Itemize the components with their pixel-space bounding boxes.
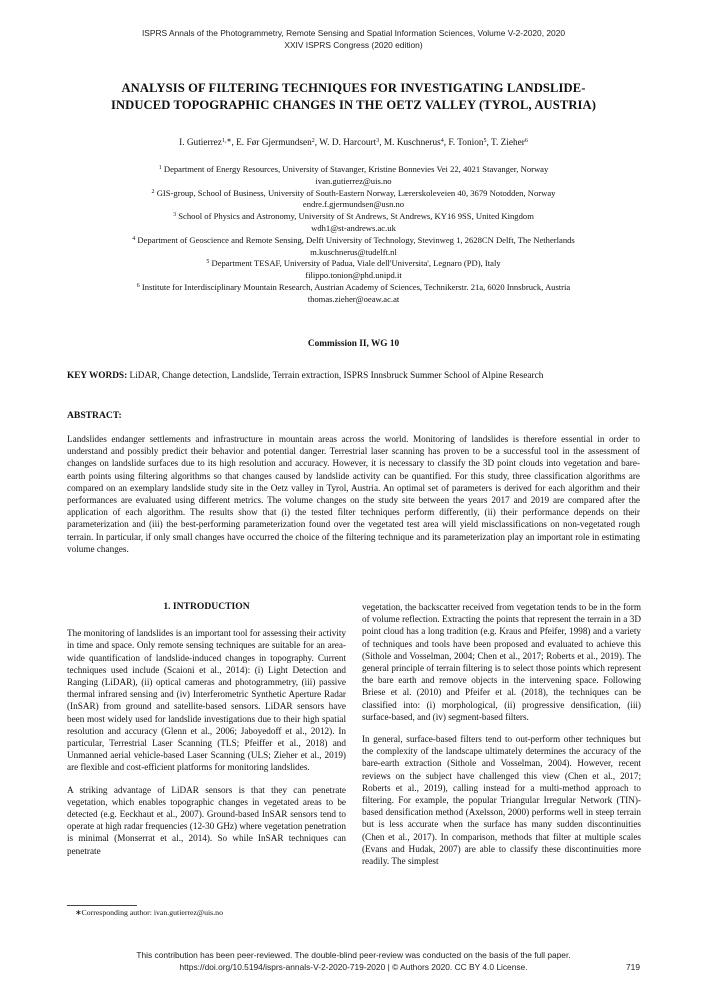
affiliation-email[interactable]: wdh1@st-andrews.ac.uk	[311, 222, 396, 233]
affiliation: $^4$ Department of Geoscience and Remote Sensing, Delft University of Technology, Stevinweg 1, 2628CN Delft, The Netherlands m.kuschnerus@tudelft.nl	[132, 234, 575, 257]
paper-title	[40, 80, 667, 114]
author: M. Kuschnerus$^4$,	[383, 138, 449, 148]
affiliation: $^2$ GIS-group, School of Business, University of South-Eastern Norway, Lærerskoleveien 40, 3679 Notodden, Norway endre.f.gjermundsen@usn.no	[151, 187, 556, 210]
author-list	[0, 138, 707, 148]
affiliation-email[interactable]: m.kuschnerus@tudelft.nl	[310, 246, 397, 257]
right-column	[362, 601, 641, 877]
abstract-text: Landslides endanger settlements and infrastructure in mountain areas across the world. Monitoring of landslides is therefore essential in order to understand and possibly predict their behavior and potential danger. Terrestrial laser scanning has proven to be a successful tool in the assessment of changes on landslide surfaces due to its high resolution and accuracy. However, it is necessary to classify the 3D point clouds into vegetation and bare-earth points using filtering algorithms so that changes caused by landslide activity can be quantified. For this study, three classification algorithms are compared on an exemplary landslide study site in the Oetz valley in Tyrol, Austria. An optimal set of parameters is derived for each algorithm and their performances are evaluated using different metrics. The volume changes on the study site between the years 2017 and 2019 are compared after the application of each algorithm. The results show that (i) the tested filter techniques perform differently, (ii) their performance depends on their parameterization and (iii) the best-performing parameterization found over the vegetated test area will yield misclassifications on non-vegetated rough terrain. In particular, if only small changes have occurred the choice of the filtering technique and its parameterization play an important role in estimating volume changes.	[67, 434, 640, 554]
affiliation: $^5$ Department TESAF, University of Padua, Viale dell'Universita', Legnaro (PD), Italy filippo.tonion@phd.unipd.it	[206, 258, 501, 281]
abstract-heading: ABSTRACT:	[67, 410, 122, 421]
affiliation: $^6$ Institute for Interdisciplinary Mountain Research, Austrian Academy of Sciences, Technikerstr. 21a, 6020 Innsbruck, Austria thomas.zieher@oeaw.ac.at	[136, 281, 571, 304]
section-heading-introduction: 1. INTRODUCTION	[163, 601, 250, 612]
keywords-text: LiDAR, Change detection, Landslide, Terrain extraction, ISPRS Innsbruck Summer School of Alpine Research	[129, 371, 544, 381]
affiliation: $^3$ School of Physics and Astronomy, University of St Andrews, St Andrews, KY16 9SS, United Kingdom wdh1@st-andrews.ac.uk	[173, 211, 534, 233]
author: F. Tonion$^5$,	[448, 138, 491, 148]
left-column	[67, 601, 346, 867]
journal-header-line-1: ISPRS Annals of the Photogrammetry, Remote Sensing and Spatial Information Sciences, Volume V-2-2020, 2020	[141, 28, 566, 38]
affiliation: $^1$ Department of Energy Resources, University of Stavanger, Kristine Bonnevies Vei 22, 4021 Stavanger, Norway ivan.gutierrez@uis.no	[158, 164, 549, 186]
title-line-2: INDUCED TOPOGRAPHIC CHANGES IN THE OETZ VALLEY (TYROL, AUSTRIA)	[110, 98, 597, 112]
author: I. Gutierrez$^{1,∗}$,	[179, 138, 237, 148]
affiliation-email[interactable]: ivan.gutierrez@uis.no	[315, 175, 392, 186]
journal-header-line-2: XXIV ISPRS Congress (2020 edition)	[284, 40, 423, 50]
affiliation-email[interactable]: filippo.tonion@phd.unipd.it	[305, 270, 402, 281]
footnote-rule	[67, 905, 137, 906]
footnote: ∗Corresponding author: ivan.gutierrez@uis.no	[75, 908, 223, 917]
page-number: 719	[626, 962, 640, 972]
author: W. D. Harcourt$^3$,	[319, 138, 384, 148]
footer-review-note: This contribution has been peer-reviewed. The double-blind peer-review was conducted on the basis of the full paper.	[136, 950, 571, 960]
commission-label: Commission II, WG 10	[307, 339, 400, 349]
keywords	[67, 371, 640, 381]
keywords-label: KEY WORDS:	[67, 371, 128, 381]
paragraph: A striking advantage of LiDAR sensors is that they can penetrate vegetation, which enables topographic changes in vegetated areas to be detected (e.g. Eeckhaut et al., 2007). Ground-based InSAR sensors tend to operate at high radar frequencies (12-30 GHz) where vegetation penetration is minimal (Monserrat et al., 2014). So while InSAR techniques can penetrate	[67, 784, 346, 856]
affiliation-email[interactable]: thomas.zieher@oeaw.ac.at	[307, 293, 400, 304]
paragraph: vegetation, the backscatter received from vegetation tends to be in the form of volume reflection. Extracting the points that represent the terrain in a 3D point cloud has a long tradition (e.g. Kraus and Pfeifer, 1998) and a variety of techniques and tools have been proposed and evaluated to achieve this (Sithole and Vosselman, 2004; Chen et al., 2017; Roberts et al., 2019). The general principle of terrain filtering is to select those points which represent the bare earth and remove objects in the intervening space. Following Briese et al. (2010) and Pfeifer et al. (2018), the techniques can be classified into: (i) morphological, (ii) progressive densification, (iii) surface-based, and (iv) segment-based filters.	[362, 602, 641, 722]
affiliation-list	[0, 164, 707, 306]
author: T. Zieher$^6$	[490, 138, 528, 148]
title-line-1: ANALYSIS OF FILTERING TECHNIQUES FOR INVESTIGATING LANDSLIDE-	[121, 81, 586, 95]
footer-doi[interactable]: https://doi.org/10.5194/isprs-annals-V-2-2020-719-2020 | © Authors 2020. CC BY 4.0 License.	[179, 962, 528, 972]
paragraph: In general, surface-based filters tend to out-perform other techniques but the complexity of the landscape ultimately determines the accuracy of the bare-earth extraction (Sithole and Vosselman, 2004). However, recent reviews on the subject have challenged this view (Chen et al., 2017; Roberts et al., 2019), calling instead for a multi-method approach to filtering. For example, the popular Triangular Irregular Network (TIN)-based densification method (Axelsson, 2000) performs well in steep terrain but is less accurate when the surface has many sudden discontinuities (Chen et al., 2017). In comparison, methods that filter at multiple scales (Evans and Hudak, 2007) are able to classify these discontinuities more readily. The simplest	[362, 734, 641, 867]
affiliation-email[interactable]: endre.f.gjermundsen@usn.no	[302, 199, 405, 210]
paragraph: The monitoring of landslides is an important tool for assessing their activity in time and space. Only remote sensing techniques are suitable for an area-wide quantification of landslide-induced changes in topography. Current techniques used include (Scaioni et al., 2014): (i) Light Detection and Ranging (LiDAR), (ii) optical cameras and photogrammetry, (iii) passive thermal infrared sensing and (iv) Interferometric Synthetic Aperture Radar (InSAR) from ground and satellite-based sensors. LiDAR sensors have been most widely used for landslide investigations due to their high spatial resolution and accuracy (Glenn et al., 2006; Jaboyedoff et al., 2012). In particular, Terrestrial Laser Scanning (TLS; Pfeiffer et al., 2018) and Unmanned aerial vehicle-based Laser Scanning (ULS; Zieher et al., 2019) are flexible and cost-efficient platforms for monitoring landslides.	[67, 628, 346, 773]
author: E. Før Gjermundsen$^2$,	[236, 138, 320, 148]
